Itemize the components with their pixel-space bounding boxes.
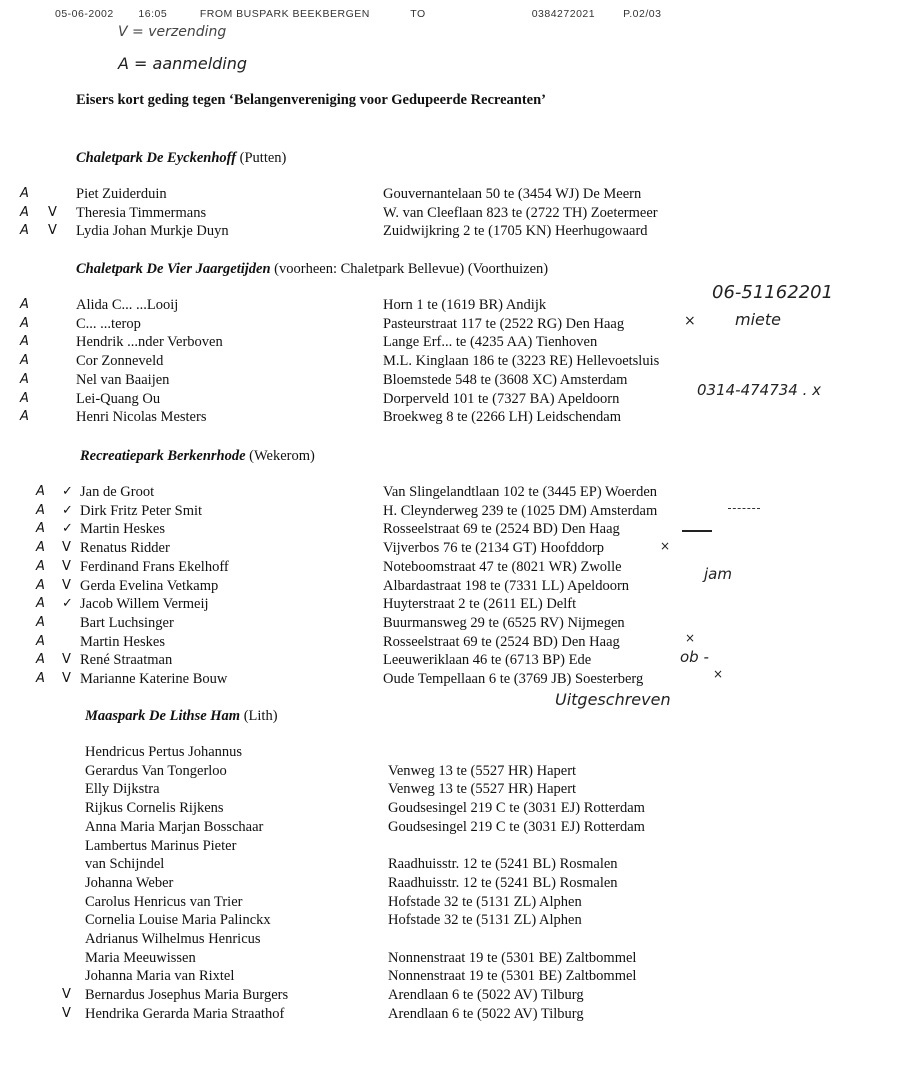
list-item [0, 614, 900, 632]
list-item [0, 222, 900, 240]
list-item [0, 633, 900, 651]
claimant-name: Jacob Willem Vermeij [80, 596, 209, 613]
claimant-name: Maria Meeuwissen [85, 949, 196, 966]
aanmelding-mark: A [20, 334, 29, 350]
list-item [0, 930, 900, 948]
aanmelding-mark: A [36, 558, 45, 574]
claimant-name: Lambertus Marinus Pieter [85, 837, 237, 854]
section-heading [76, 261, 548, 278]
aanmelding-mark: A [20, 186, 29, 201]
claimant-address: Rosseelstraat 69 te (2524 BD) Den Haag [383, 633, 620, 650]
list-item [0, 558, 900, 576]
annotation-cross: × [713, 667, 724, 681]
park-location: (Putten) [239, 150, 287, 166]
claimant-name: Alida C... ...Looij [76, 297, 179, 313]
list-item [0, 743, 900, 761]
aanmelding-mark: A [36, 633, 45, 649]
list-item [0, 855, 900, 873]
claimant-name: Jan de Groot [80, 484, 155, 500]
annotation-phone: 06-51162201 [712, 282, 834, 303]
annotation-cross: × [660, 539, 671, 553]
list-item [0, 651, 900, 669]
park-location: (Lith) [243, 708, 278, 724]
claimant-address: Leeuweriklaan 46 te (6713 BP) Ede [383, 652, 592, 669]
verzending-mark: V [62, 577, 71, 593]
claimant-name: Johanna Maria van Rixtel [85, 968, 235, 985]
claimant-name: Cornelia Louise Maria Palinckx [85, 912, 271, 929]
fax-time: 16:05 [138, 8, 168, 20]
claimant-name: Nel van Baaijen [76, 371, 170, 388]
verzending-mark: V [48, 223, 57, 239]
claimant-address: Horn 1 te (1619 BR) Andijk [383, 297, 547, 313]
aanmelding-mark: A [36, 521, 45, 537]
list-item [0, 911, 900, 929]
list-item [0, 949, 900, 967]
claimant-address: H. Cleynderweg 239 te (1025 DM) Amsterdam [383, 502, 658, 519]
list-item [0, 577, 900, 595]
list-item [0, 408, 900, 426]
claimant-name: Johanna Weber [85, 874, 174, 891]
annotation-dash [728, 508, 760, 509]
claimant-address: Goudsesingel 219 C te (3031 EJ) Rotterdam [388, 800, 645, 817]
list-item [0, 780, 900, 798]
claimant-name: Anna Maria Marjan Bosschaar [85, 818, 264, 835]
claimant-name: Theresia Timmermans [76, 204, 207, 221]
list-item [0, 874, 900, 892]
aanmelding-mark: A [20, 390, 29, 406]
section-heading [76, 150, 286, 167]
list-item [0, 539, 900, 557]
claimant-address: Albardastraat 198 te (7331 LL) Apeldoorn [383, 577, 630, 594]
claimant-name: Lydia Johan Murkje Duyn [76, 223, 229, 240]
annotation-jam: jam [704, 565, 732, 583]
list-item [0, 483, 900, 501]
claimant-name: Gerardus Van Tongerloo [85, 762, 227, 779]
list-item [0, 204, 900, 222]
claimant-address: Venweg 13 te (5527 HR) Hapert [388, 781, 577, 798]
verzending-mark: V [62, 1005, 71, 1021]
verzending-mark: V [48, 204, 57, 220]
claimant-name: Henri Nicolas Mesters [76, 409, 207, 426]
aanmelding-mark: A [20, 223, 29, 239]
list-item [0, 352, 900, 370]
claimant-address: Rosseelstraat 69 te (2524 BD) Den Haag [383, 521, 620, 538]
list-item [0, 670, 900, 688]
claimant-address: Raadhuisstr. 12 te (5241 BL) Rosmalen [388, 856, 618, 873]
claimant-address: W. van Cleeflaan 823 te (2722 TH) Zoetermeer [383, 204, 658, 221]
claimant-name: René Straatman [80, 652, 173, 669]
claimant-address: Lange Erf... te (4235 AA) Tienhoven [383, 334, 598, 351]
aanmelding-mark: A [20, 409, 29, 425]
verzending-mark: V [62, 987, 71, 1003]
claimant-name: Lei-Quang Ou [76, 390, 161, 407]
claimant-address: Huyterstraat 2 te (2611 EL) Delft [383, 596, 577, 613]
aanmelding-mark: A [36, 652, 45, 668]
claimant-name: Hendrik ...nder Verboven [76, 334, 223, 351]
claimant-name: Ferdinand Frans Ekelhoff [80, 558, 229, 575]
aanmelding-mark: A [20, 315, 29, 331]
list-item [0, 799, 900, 817]
park-name: Chaletpark De Eyckenhoff [76, 150, 237, 166]
aanmelding-mark: A [36, 614, 45, 630]
list-item [0, 1005, 900, 1023]
claimant-name: C... ...terop [76, 315, 141, 332]
claimant-name: Gerda Evelina Vetkamp [80, 577, 219, 594]
claimant-address: Arendlaan 6 te (5022 AV) Tilburg [388, 987, 584, 1004]
claimant-name: Elly Dijkstra [85, 781, 160, 798]
claimant-name: Rijkus Cornelis Rijkens [85, 800, 224, 817]
claimant-name: Dirk Fritz Peter Smit [80, 502, 203, 519]
annotation-cross: × [684, 313, 696, 329]
verzending-mark: V [62, 540, 71, 556]
list-item [0, 502, 900, 520]
list-item [0, 837, 900, 855]
claimant-address: Gouvernantelaan 50 te (3454 WJ) De Meern [383, 186, 642, 202]
aanmelding-mark: A [36, 502, 45, 518]
park-name: Recreatiepark Berkenrhode [80, 448, 246, 464]
claimant-address: Broekweg 8 te (2266 LH) Leidschendam [383, 409, 621, 426]
park-name: Maaspark De Lithse Ham [85, 708, 241, 724]
annotation-cross: × [685, 631, 696, 645]
verzending-mark: ✓ [62, 596, 73, 612]
claimant-address: Bloemstede 548 te (3608 XC) Amsterdam [383, 371, 628, 388]
aanmelding-mark: A [36, 671, 45, 686]
claimant-address: Arendlaan 6 te (5022 AV) Tilburg [388, 1005, 584, 1022]
claimant-name: Hendrika Gerarda Maria Straathof [85, 1005, 285, 1022]
list-item [0, 762, 900, 780]
claimant-name: van Schijndel [85, 856, 165, 873]
aanmelding-mark: A [20, 353, 29, 369]
list-item [0, 818, 900, 836]
claimant-name: Bart Luchsinger [80, 614, 174, 631]
claimant-name: Martin Heskes [80, 633, 165, 650]
claimant-name: Hendricus Pertus Johannus [85, 744, 243, 760]
claimant-name: Bernardus Josephus Maria Burgers [85, 987, 289, 1004]
fax-date: 05-06-2002 [55, 8, 114, 20]
aanmelding-mark: A [36, 596, 45, 612]
verzending-mark: V [62, 558, 71, 574]
claimant-name: Piet Zuiderduin [76, 186, 167, 202]
claimant-address: Oude Tempellaan 6 te (3769 JB) Soesterberg [383, 671, 644, 687]
section-heading [85, 708, 278, 725]
list-item [0, 185, 900, 203]
claimant-name: Renatus Ridder [80, 540, 170, 557]
fax-to: TO [410, 8, 426, 20]
claimant-address: Nonnenstraat 19 te (5301 BE) Zaltbommel [388, 949, 637, 966]
aanmelding-mark: A [20, 297, 29, 312]
annotation-dash [682, 530, 712, 532]
claimant-address: Vijverbos 76 te (2134 GT) Hoofddorp [383, 540, 605, 557]
claimant-name: Marianne Katerine Bouw [80, 671, 228, 687]
verzending-mark: ✓ [62, 484, 73, 499]
list-item [0, 520, 900, 538]
list-item [0, 893, 900, 911]
claimant-address: Hofstade 32 te (5131 ZL) Alphen [388, 912, 582, 929]
claimant-address: M.L. Kinglaan 186 te (3223 RE) Hellevoetsluis [383, 353, 660, 370]
claimant-address: Goudsesingel 219 C te (3031 EJ) Rotterdam [388, 818, 645, 835]
fax-from: FROM BUSPARK BEEKBERGEN [199, 8, 370, 20]
claimant-name: Cor Zonneveld [76, 353, 164, 370]
fax-number: 0384272021 [531, 8, 596, 20]
claimant-address: Raadhuisstr. 12 te (5241 BL) Rosmalen [388, 874, 618, 891]
fax-header [55, 8, 661, 20]
fax-page: P.02/03 [623, 8, 662, 20]
park-name: Chaletpark De Vier Jaargetijden [76, 261, 271, 277]
annotation-phone-2: 0314-474734 . x [697, 381, 822, 399]
claimant-name: Adrianus Wilhelmus Henricus [85, 931, 261, 947]
claimant-address: Buurmansweg 29 te (6525 RV) Nijmegen [383, 614, 625, 631]
aanmelding-mark: A [36, 540, 45, 556]
claimant-address: Zuidwijkring 2 te (1705 KN) Heerhugowaard [383, 223, 648, 240]
aanmelding-mark: A [20, 204, 29, 220]
claimant-address: Noteboomstraat 47 te (8021 WR) Zwolle [383, 558, 622, 575]
claimant-address: Dorperveld 101 te (7327 BA) Apeldoorn [383, 390, 620, 407]
document-title: Eisers kort geding tegen ‘Belangenvereniging voor Gedupeerde Recreanten’ [76, 92, 546, 108]
park-location: (voorheen: Chaletpark Bellevue) (Voorthuizen) [274, 261, 549, 277]
list-item [0, 986, 900, 1004]
verzending-mark: ✓ [62, 521, 73, 537]
claimant-address: Venweg 13 te (5527 HR) Hapert [388, 762, 577, 779]
park-location: (Wekerom) [249, 448, 315, 464]
verzending-mark: V [62, 671, 71, 686]
claimant-name: Carolus Henricus van Trier [85, 893, 243, 910]
legend-a: A = aanmelding [118, 54, 248, 73]
annotation-ob: ob - [680, 648, 709, 666]
list-item [0, 967, 900, 985]
legend-v: V = verzending [118, 24, 227, 40]
claimant-address: Hofstade 32 te (5131 ZL) Alphen [388, 893, 582, 910]
section-heading [80, 448, 315, 465]
claimant-address: Van Slingelandtlaan 102 te (3445 EP) Woerden [383, 484, 658, 500]
claimant-address: Nonnenstraat 19 te (5301 BE) Zaltbommel [388, 968, 637, 985]
verzending-mark: V [62, 652, 71, 668]
aanmelding-mark: A [20, 371, 29, 387]
annotation-uitgeschreven: Uitgeschreven [555, 690, 671, 709]
claimant-address: Pasteurstraat 117 te (2522 RG) Den Haag [383, 315, 625, 332]
list-item [0, 333, 900, 351]
aanmelding-mark: A [36, 577, 45, 593]
verzending-mark: ✓ [62, 502, 73, 518]
list-item [0, 595, 900, 613]
claimant-name: Martin Heskes [80, 521, 165, 538]
annotation-name: miete [735, 310, 781, 329]
aanmelding-mark: A [36, 484, 45, 499]
